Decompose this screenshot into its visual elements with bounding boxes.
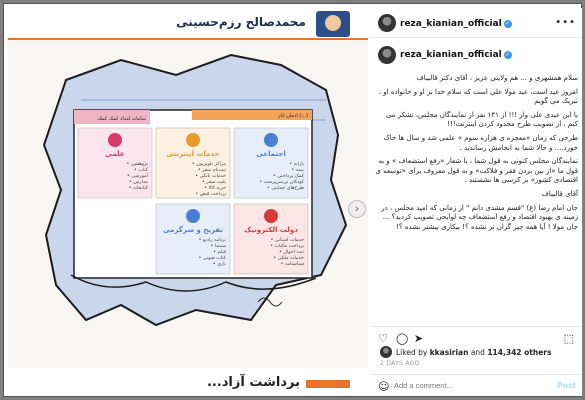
card-science: [78, 128, 152, 198]
card-item: • آموزشی: [126, 174, 148, 179]
card-item: • کتاب صوتی: [198, 256, 226, 261]
cartoon-map: [26, 20, 356, 350]
card-item: • کتاب: [133, 168, 148, 173]
post-sidebar: [370, 8, 582, 396]
cartoon-footer-text: برداشت آزاد...: [206, 375, 300, 390]
share-icon[interactable]: ➤: [414, 332, 424, 345]
post-comment-button[interactable]: Post: [557, 381, 576, 390]
caption-avatar[interactable]: [378, 46, 396, 64]
cartoon-footer: [8, 368, 368, 396]
comment-bar: [370, 374, 582, 396]
card-item: • خرید کالا: [204, 186, 226, 191]
card-item: • ثبت‌نام سفر: [197, 168, 226, 173]
card-item: • بازی: [212, 262, 226, 267]
card-item: • بیمه: [291, 168, 304, 173]
comment-icon[interactable]: ◯: [396, 332, 409, 345]
card-item: • کمک پرداختی: [272, 174, 304, 179]
card-title: اجتماعی: [256, 150, 286, 158]
card-item: • خدمات بانکی: [195, 174, 226, 179]
post-image[interactable]: [8, 8, 368, 396]
caption-line: طرحی که زمان «معجزه ی هزاره سوم » علمی شد و سال ها خاک خورد.... و حالا شما به انجامش رساندید .: [383, 133, 578, 152]
card-item: • خدمات استانی: [270, 238, 304, 243]
post-date: 2 DAYS AGO: [380, 360, 420, 367]
username-text[interactable]: reza_kianian_official: [400, 19, 502, 29]
caption-line: آقای قالیباف: [541, 189, 578, 198]
card-item: • خدمات ملکی: [273, 256, 304, 261]
cartoonist-name: محمدصالح رزم‌حسینی: [176, 15, 306, 29]
instagram-post-window: [3, 3, 582, 397]
card-title: خدمات اینترنتی: [166, 150, 220, 158]
caption-line: سلام همشهری و ... هم ولایتی عزیز ، آقای دکتر قالیباف: [416, 74, 578, 82]
card-item: • برنامه رادیو: [198, 238, 226, 243]
card-item: • کتابخانه: [128, 186, 148, 191]
card-item: • فیلم: [213, 250, 226, 255]
liker-avatar[interactable]: [380, 346, 392, 358]
card-item: • شناسنامه: [280, 262, 304, 267]
caption-line: نمایندگان مجلس کنونی به قول شما ، با شعار «رفع استضعاف » و به قول ما «از بین بردن فقر و فلاکت» و به قول معروف برای «توسعه ی اقتصادی کشور» بر کرسی ها نشستند .: [375, 157, 578, 185]
next-arrow-icon[interactable]: ›: [348, 200, 366, 218]
card-item: • مدارس: [129, 180, 148, 185]
verified-icon: ✓: [505, 19, 511, 27]
card-item: • مراکز تلویزیون: [191, 162, 226, 167]
panel-top-text-2: ادمان انار (...): [277, 113, 308, 119]
card-title: دولت الکترونیک: [244, 226, 298, 234]
header-username[interactable]: [400, 19, 512, 29]
caption-line: جان امام رضا (ع) "قسم مشدی داتم " از زمانی که امید مجلس ، در زمینه ی بهبود اقتصاد و رفع استضعاف چه لوایحی تصویب کردید؟ ... جان مولا ! آیا همه چیز گران تر نشده ؟! بیکاری بیشتر نشده ؟!: [381, 203, 578, 231]
likes-user[interactable]: kkasirian: [429, 348, 469, 357]
caption-line: امروز عید است، عید مولا علی است که سلام خدا بر او و خانواده او ، تبریک می گویم: [378, 87, 578, 106]
card-item: • طرح‌های حمایتی: [266, 186, 304, 191]
card-entertainment: [156, 204, 230, 274]
post-header: [370, 8, 582, 38]
card-e-government: [234, 204, 308, 274]
caption-line: با این عیدی علی وار !!! از ۱۳۱ نفر از نمایندگان مجلس، تشکر می کنم ، از تصویب طرح محدود کردن اینترنت!!!: [385, 110, 578, 129]
card-item: • یارانه: [289, 162, 304, 167]
post-caption: [374, 74, 578, 324]
card-item: • بلیت سفر: [201, 180, 226, 185]
footer-accent-bar: [306, 380, 350, 388]
bookmark-icon[interactable]: ⬚: [563, 332, 574, 345]
action-bar: [370, 326, 582, 346]
caption-username-text[interactable]: reza_kianian_official: [400, 50, 502, 60]
comment-input[interactable]: [394, 381, 544, 390]
more-icon[interactable]: •••: [555, 17, 576, 28]
card-item: • پرداخت قبض: [195, 192, 226, 197]
card-internet-services: [156, 128, 230, 198]
card-item: • کودکان بی‌سرپرست: [259, 180, 304, 185]
card-item: • سینما: [210, 244, 226, 249]
emoji-icon[interactable]: ☺: [378, 380, 390, 393]
likes-summary[interactable]: [396, 348, 551, 357]
likes-prefix: Liked by: [396, 348, 428, 357]
caption-username[interactable]: [400, 50, 512, 60]
heart-icon[interactable]: ♡: [378, 332, 388, 345]
likes-connector: and: [470, 348, 485, 357]
card-item: • ثبت احوال: [279, 250, 304, 255]
panel-top-text-1: سامانه امداد کمک کمک: [97, 116, 146, 122]
profile-avatar[interactable]: [378, 14, 396, 32]
card-item: • پژوهشی: [126, 162, 148, 167]
card-title: علمی: [105, 150, 125, 158]
card-title: تفریح و سرگرمی: [163, 226, 223, 234]
likes-count[interactable]: 114,342 others: [487, 348, 552, 357]
card-item: • پرداخت مالیات: [270, 244, 304, 249]
card-social: [234, 128, 308, 198]
verified-icon: ✓: [505, 50, 511, 58]
